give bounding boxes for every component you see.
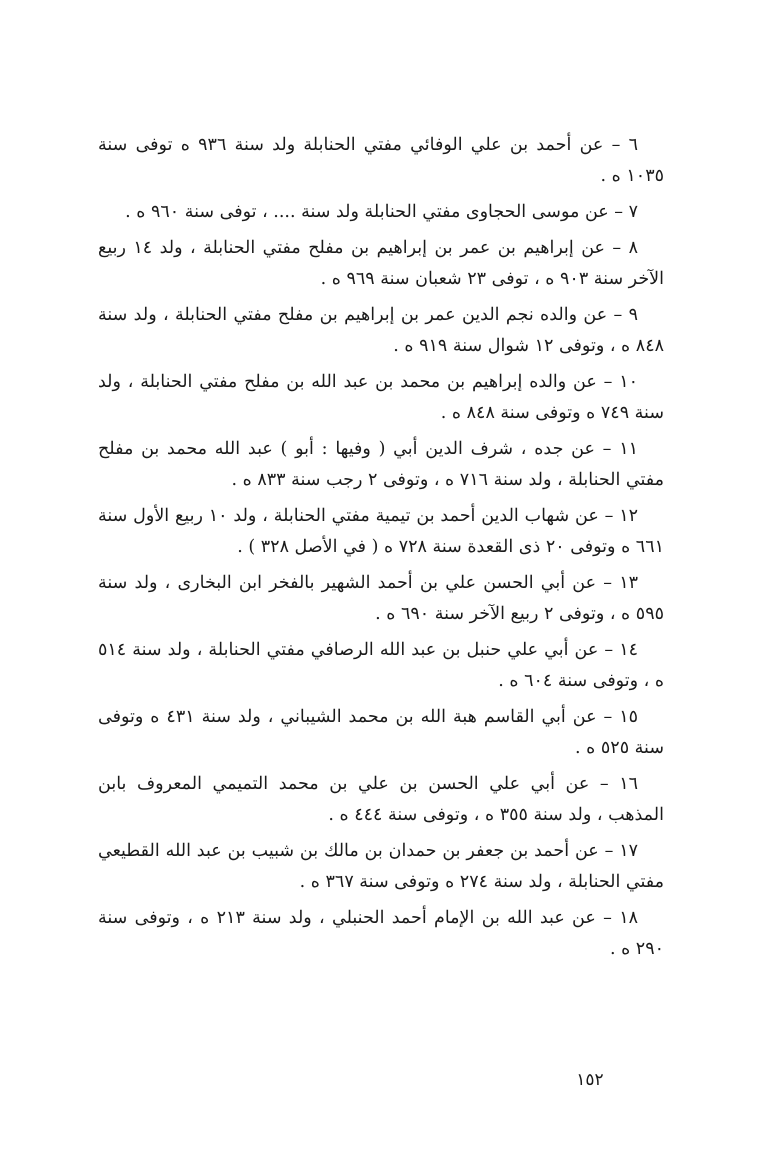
entry-17: [98, 836, 664, 898]
entry-list: [98, 130, 664, 970]
entry-10: [98, 367, 664, 429]
entry-text: ١١ – عن جده ، شرف الدين أبي ( وفيها : أبو ) عبد الله محمد بن مفلح مفتي الحنابلة ، ولد سنة ٧١٦ ه ، وتوفى ٢ رجب سنة ٨٣٣ ه .: [98, 439, 664, 490]
entry-text: ٦ – عن أحمد بن علي الوفائي مفتي الحنابلة ولد سنة ٩٣٦ ه توفى سنة ١٠٣٥ ه .: [98, 135, 664, 186]
page-number: ١٥٢: [576, 1070, 604, 1090]
entry-12: [98, 501, 664, 563]
entry-9: [98, 300, 664, 362]
entry-text: ٨ – عن إبراهيم بن عمر بن إبراهيم بن مفلح مفتي الحنابلة ، ولد ١٤ ربيع الآخر سنة ٩٠٣ ه ، توفى ٢٣ شعبان سنة ٩٦٩ ه .: [98, 238, 664, 289]
entry-text: ١٣ – عن أبي الحسن علي بن أحمد الشهير بالفخر ابن البخارى ، ولد سنة ٥٩٥ ه ، وتوفى ٢ ربيع الآخر سنة ٦٩٠ ه .: [98, 573, 664, 624]
entry-text: ١٧ – عن أحمد بن جعفر بن حمدان بن مالك بن شبيب بن عبد الله القطيعي مفتي الحنابلة ، ولد سنة ٢٧٤ ه وتوفى سنة ٣٦٧ ه .: [98, 841, 664, 892]
entry-text: ٧ – عن موسى الحجاوى مفتي الحنابلة ولد سنة .... ، توفى سنة ٩٦٠ ه .: [125, 202, 638, 222]
entry-8: [98, 233, 664, 295]
entry-14: [98, 635, 664, 697]
entry-text: ١٥ – عن أبي القاسم هبة الله بن محمد الشيباني ، ولد سنة ٤٣١ ه وتوفى سنة ٥٢٥ ه .: [98, 707, 664, 758]
entry-text: ١٤ – عن أبي علي حنبل بن عبد الله الرصافي مفتي الحنابلة ، ولد سنة ٥١٤ ه ، وتوفى سنة ٦٠٤ ه .: [98, 640, 664, 691]
entry-16: [98, 769, 664, 831]
entry-text: ٩ – عن والده نجم الدين عمر بن إبراهيم بن مفلح مفتي الحنابلة ، ولد سنة ٨٤٨ ه ، وتوفى ١٢ شوال سنة ٩١٩ ه .: [98, 305, 664, 356]
entry-text: ١٢ – عن شهاب الدين أحمد بن تيمية مفتي الحنابلة ، ولد ١٠ ربيع الأول سنة ٦٦١ ه وتوفى ٢٠ ذى القعدة سنة ٧٢٨ ه ( في الأصل ٣٢٨ ) .: [98, 506, 664, 557]
entry-text: ١٨ – عن عبد الله بن الإمام أحمد الحنبلي ، ولد سنة ٢١٣ ه ، وتوفى سنة ٢٩٠ ه .: [98, 908, 664, 959]
entry-18: [98, 903, 664, 965]
entry-15: [98, 702, 664, 764]
entry-6: [98, 130, 664, 192]
entry-13: [98, 568, 664, 630]
entry-7: [98, 197, 664, 228]
entry-text: ١٦ – عن أبي علي الحسن بن علي بن محمد التميمي المعروف بابن المذهب ، ولد سنة ٣٥٥ ه ، وتوفى سنة ٤٤٤ ه .: [98, 774, 664, 825]
entry-text: ١٠ – عن والده إبراهيم بن محمد بن عبد الله بن مفلح مفتي الحنابلة ، ولد سنة ٧٤٩ ه وتوفى سنة ٨٤٨ ه .: [98, 372, 664, 423]
entry-11: [98, 434, 664, 496]
